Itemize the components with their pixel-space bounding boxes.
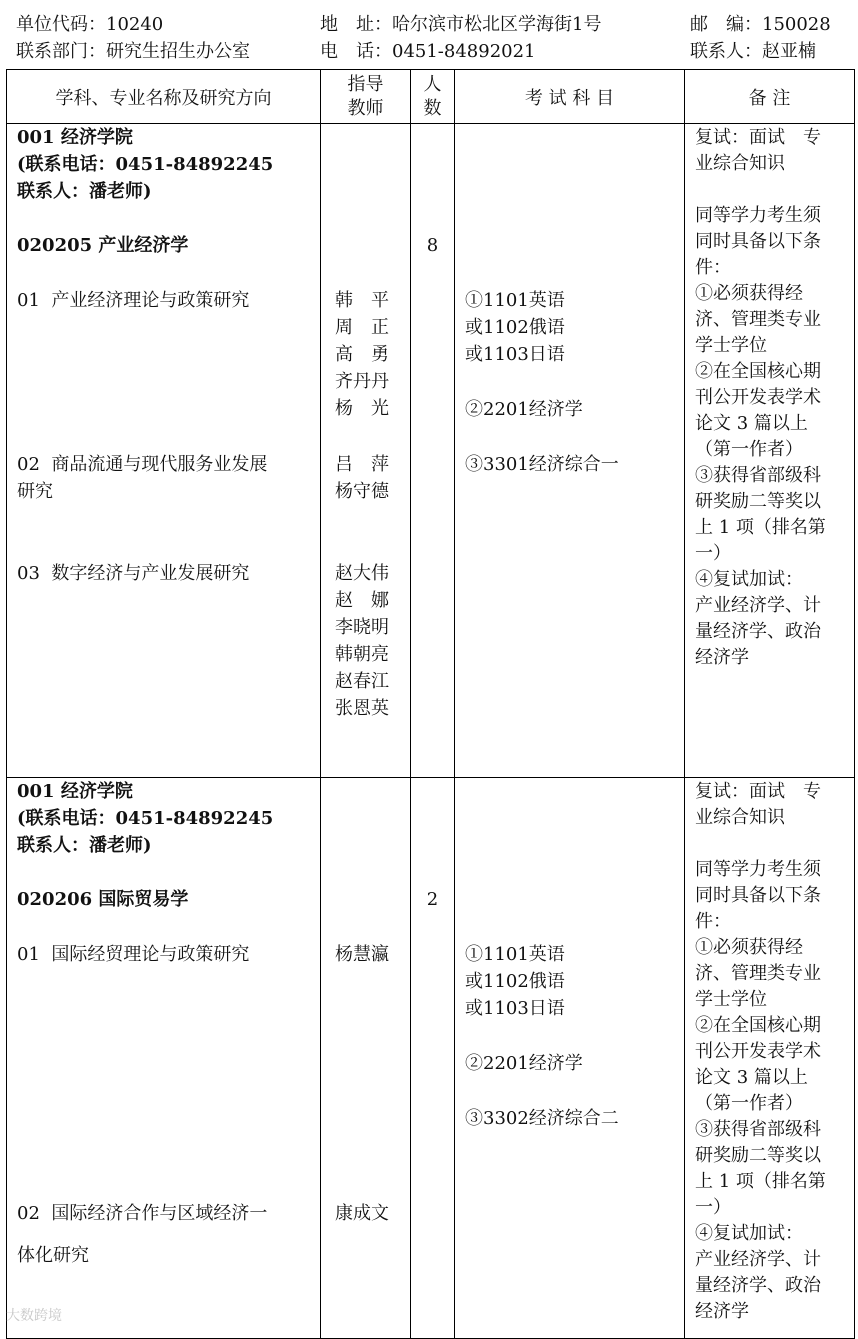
notes-line: 复试：面试 专 [695,781,821,802]
college-line: 001 经济学院 [17,127,133,148]
notes-line: 论文 3 篇以上 [695,1067,808,1088]
college-line: 001 经济学院 [17,781,133,802]
advisor-name: 赵大伟 [335,563,389,584]
advisor-name: 高 勇 [335,344,389,365]
notes-line: 件： [695,257,731,278]
notes-line: 研奖励二等奖以 [695,1145,821,1166]
contact-person: 联系人：赵亚楠 [690,41,816,62]
enrollment-count: 2 [426,889,439,910]
exam-subject: ③3301经济综合一 [465,454,619,475]
notes-line: 学士学位 [695,335,767,356]
notes-line: 经济学 [695,647,749,668]
exam-subject: ③3302经济综合二 [465,1108,619,1129]
count-cell [411,124,454,777]
subject-cell [7,124,320,777]
col-count: 人 数 [411,70,455,124]
watermark: 大数跨境 [6,1308,62,1324]
notes-line: 一） [695,1197,731,1218]
block-row [7,124,855,778]
notes-cell [685,778,854,1338]
col-exam: 考 试 科 目 [455,70,685,124]
research-direction: 02 国际经济合作与区域经济一 [17,1203,268,1224]
advisor-name: 赵春江 [335,671,389,692]
phone: 电 话：0451-84892021 [320,41,536,62]
notes-line: 产业经济学、计 [695,1249,821,1270]
advisor-name: 周 正 [335,317,389,338]
notes-line: ②在全国核心期 [695,1015,821,1036]
advisor-name: 李晓明 [335,617,389,638]
advisor-name: 赵 娜 [335,590,389,611]
college-line: 联系人：潘老师) [17,181,152,202]
notes-line: 同等学力考生须 [695,205,821,226]
research-direction: 研究 [17,481,53,502]
exam-cell [455,124,684,777]
notes-line: ③获得省部级科 [695,465,821,486]
advisor-name: 张恩英 [335,698,389,719]
notes-line: 刊公开发表学术 [695,387,821,408]
notes-cell [685,124,854,777]
notes-line: （第一作者） [695,439,803,460]
major-name: 020206 国际贸易学 [17,889,189,910]
advisor-cell [321,124,410,777]
notes-line: 济、管理类专业 [695,309,821,330]
notes-line: 业综合知识 [695,807,785,828]
major-name: 020205 产业经济学 [17,235,189,256]
notes-line: 量经济学、政治 [695,1275,821,1296]
notes-line: 件： [695,911,731,932]
notes-line: 业综合知识 [695,153,785,174]
advisor-cell [321,778,410,1338]
unit-code: 单位代码：10240 [16,14,164,35]
exam-subject: ①1101英语 [465,944,565,965]
notes-line: 经济学 [695,1301,749,1322]
subject-cell [7,778,320,1338]
col-advisor: 指导 教师 [321,70,411,124]
notes-line: 同时具备以下条 [695,885,821,906]
notes-line: 上 1 项（排名第 [695,517,826,538]
exam-subject: ①1101英语 [465,290,565,311]
notes-line: 产业经济学、计 [695,595,821,616]
notes-line: 学士学位 [695,989,767,1010]
admissions-table [6,69,855,1339]
notes-line: ②在全国核心期 [695,361,821,382]
college-line: (联系电话：0451-84892245 [17,154,274,175]
notes-line: 论文 3 篇以上 [695,413,808,434]
research-direction: 01 国际经贸理论与政策研究 [17,944,250,965]
college-line: 联系人：潘老师) [17,835,152,856]
exam-subject: 或1103日语 [465,998,565,1019]
research-direction: 03 数字经济与产业发展研究 [17,563,250,584]
research-direction: 02 商品流通与现代服务业发展 [17,454,268,475]
col-notes: 备 注 [685,70,855,124]
notes-line: ③获得省部级科 [695,1119,821,1140]
exam-subject: 或1103日语 [465,344,565,365]
notes-line: 同等学力考生须 [695,859,821,880]
advisor-name: 齐丹丹 [335,371,389,392]
notes-line: 刊公开发表学术 [695,1041,821,1062]
exam-subject: ②2201经济学 [465,399,583,420]
notes-line: 同时具备以下条 [695,231,821,252]
col-subject: 学科、专业名称及研究方向 [7,70,321,124]
advisor-name: 吕 萍 [335,454,389,475]
research-direction: 01 产业经济理论与政策研究 [17,290,250,311]
address: 地 址：哈尔滨市松北区学海街1号 [320,14,602,35]
advisor-name: 韩 平 [335,290,389,311]
notes-line: 研奖励二等奖以 [695,491,821,512]
count-cell [411,778,454,1338]
notes-line: 量经济学、政治 [695,621,821,642]
notes-line: 上 1 项（排名第 [695,1171,826,1192]
department: 联系部门：研究生招生办公室 [16,41,250,62]
enrollment-count: 8 [426,235,439,256]
notes-line: 一） [695,543,731,564]
notes-line: （第一作者） [695,1093,803,1114]
exam-subject: 或1102俄语 [465,317,565,338]
postcode: 邮 编：150028 [690,14,831,35]
advisor-name: 韩朝亮 [335,644,389,665]
exam-subject: ②2201经济学 [465,1053,583,1074]
advisor-name: 康成文 [335,1203,389,1224]
notes-line: ④复试加试： [695,569,803,590]
exam-subject: 或1102俄语 [465,971,565,992]
research-direction: 体化研究 [17,1245,89,1266]
college-line: (联系电话：0451-84892245 [17,808,274,829]
notes-line: 济、管理类专业 [695,963,821,984]
exam-cell [455,778,684,1338]
notes-line: ①必须获得经 [695,283,803,304]
notes-line: ①必须获得经 [695,937,803,958]
notes-line: 复试：面试 专 [695,127,821,148]
advisor-name: 杨 光 [335,398,389,419]
advisor-name: 杨慧瀛 [335,944,389,965]
advisor-name: 杨守德 [335,481,389,502]
notes-line: ④复试加试： [695,1223,803,1244]
block-row [7,778,855,1339]
